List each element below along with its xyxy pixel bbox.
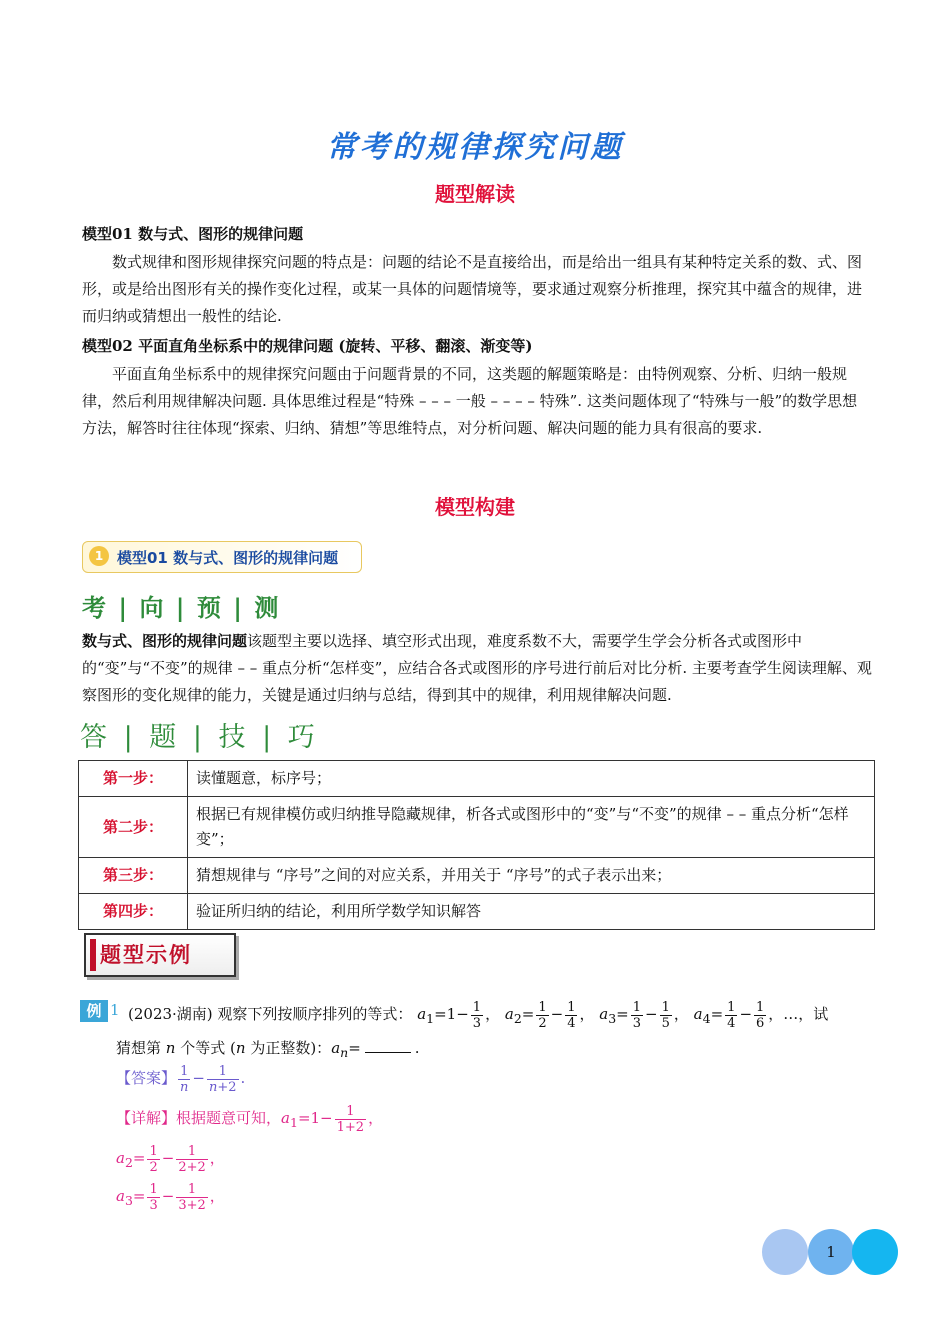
steps-table [78, 760, 875, 930]
step-text: 猜想规律与 “序号”之间的对应关系，并用关于 “序号”的式子表示出来； [188, 858, 875, 894]
step-label: 第二步： [79, 797, 188, 858]
detail-line: 【详解】根据题意可知，$a_1=1-$ $\frac{1}{1+2}$ ， [116, 1103, 384, 1135]
detail-a3: $a_3=$ $\frac{1}{3}$ − $\frac{1}{3+2}$ ， [116, 1181, 225, 1213]
step-label: 第四步： [79, 894, 188, 930]
example-number: 1 [110, 1001, 120, 1019]
section-heading-model-build: 模型构建 [435, 495, 515, 519]
table-row [79, 797, 875, 858]
page-circle-right [852, 1229, 898, 1275]
example-question: (2023·湖南) 观察下列按顺序排列的等式： $a_1=1-$ $\frac{1}{3}$ ， $a_2=$ $\frac{1}{2}$ − $\frac{1}{4}$ ， $a_3=$ $\frac{1}{3}$ − $\frac{1}{5}$ ， $a_4=$ $\frac{1}{4}$ − $\frac{1}{6}$ ，…，试 [128, 999, 829, 1031]
model01-heading: 模型01 数与式、图形的规律问题 [82, 225, 304, 243]
example-tag: 例 [80, 1000, 108, 1022]
question-text: 猜想第 [116, 1039, 162, 1057]
page-number: 1 [826, 1243, 836, 1261]
step-label: 第三步： [79, 858, 188, 894]
detail-text: 根据题意可知， [176, 1109, 282, 1127]
page-circle-left [762, 1229, 808, 1275]
table-row [79, 858, 875, 894]
question-text: 为正整数)： [250, 1039, 332, 1057]
section-heading-interpretation: 题型解读 [435, 182, 515, 206]
model-label-box [82, 541, 362, 573]
examples-banner [84, 933, 236, 977]
page-number-circle [808, 1229, 854, 1275]
step-label: 第一步： [79, 761, 188, 797]
step-text: 验证所归纳的结论，利用所学数学知识解答 [188, 894, 875, 930]
example-tail: ，…，试 [768, 1005, 829, 1023]
exam-forecast-body [82, 628, 874, 709]
model-number-badge: 1 [89, 546, 109, 566]
detail-a2: $a_2=$ $\frac{1}{2}$ − $\frac{1}{2+2}$ ， [116, 1143, 225, 1175]
exam-lead: 数与式、图形的规律问题 [82, 632, 248, 650]
table-row [79, 894, 875, 930]
answer-label: 【答案】 [116, 1069, 177, 1087]
detail-label: 【详解】 [116, 1109, 177, 1127]
exam-text: 该题型主要以选择、填空形式出现，难度系数不大，需要学生学会分析各式或图形中的“变”与“不变”的规律 – – 重点分析“怎样变”，应结合各式或图形的序号进行前后对比分析. 主要考查学生阅读理解、观察图形的变化规律的能力，关键是通过归纳与总结，得到其中的规律，利用规律解决问题. [82, 632, 872, 704]
step-text: 根据已有规律模仿或归纳推导隐藏规律，析各式或图形中的“变”与“不变”的规律 – – 重点分析“怎样变”； [188, 797, 875, 858]
model02-body: 平面直角坐标系中的规律探究问题由于问题背景的不同，这类题的解题策略是：由特例观察、分析、归纳一般规律，然后利用规律解决问题. 具体思维过程是“特殊 – – – 一般 – – – – 特殊”. 这类问题体现了“特殊与一般”的数学思想方法，解答时往往体现“探索、归纳、猜想”等思维特点，对分析问题、解决问题的能力具有很高的要求. [82, 365, 858, 437]
answer-line: 【答案】 $\frac{1}{n}$ − $\frac{1}{n+2}$ . [116, 1063, 246, 1095]
page-title: 常考的规律探究问题 [326, 130, 624, 165]
exam-forecast-title: 考 | 向 | 预 | 测 [82, 593, 281, 622]
answer-skills-title: 答 | 题 | 技 | 巧 [80, 722, 319, 753]
example-question-line2: 猜想第 n 个等式 (n 为正整数)：$a_n=$ . [116, 1039, 420, 1060]
example-source: (2023·湖南) 观察下列按顺序排列的等式： [128, 1005, 413, 1023]
model-label-text: 模型01 数与式、图形的规律问题 [117, 549, 339, 567]
banner-text: 题型示例 [100, 943, 192, 967]
table-row [79, 761, 875, 797]
answer-blank [365, 1052, 411, 1053]
question-text: 个等式 ( [180, 1039, 236, 1057]
step-text: 读懂题意，标序号； [188, 761, 875, 797]
model01-body: 数式规律和图形规律探究问题的特点是：问题的结论不是直接给出，而是给出一组具有某种特定关系的数、式、图形，或是给出图形有关的操作变化过程，或某一具体的问题情境等，要求通过观察分析推理，探究其中蕴含的规律，进而归纳或猜想出一般性的结论. [82, 253, 863, 325]
model02-heading: 模型02 平面直角坐标系中的规律问题 (旋转、平移、翻滚、渐变等) [82, 337, 533, 355]
